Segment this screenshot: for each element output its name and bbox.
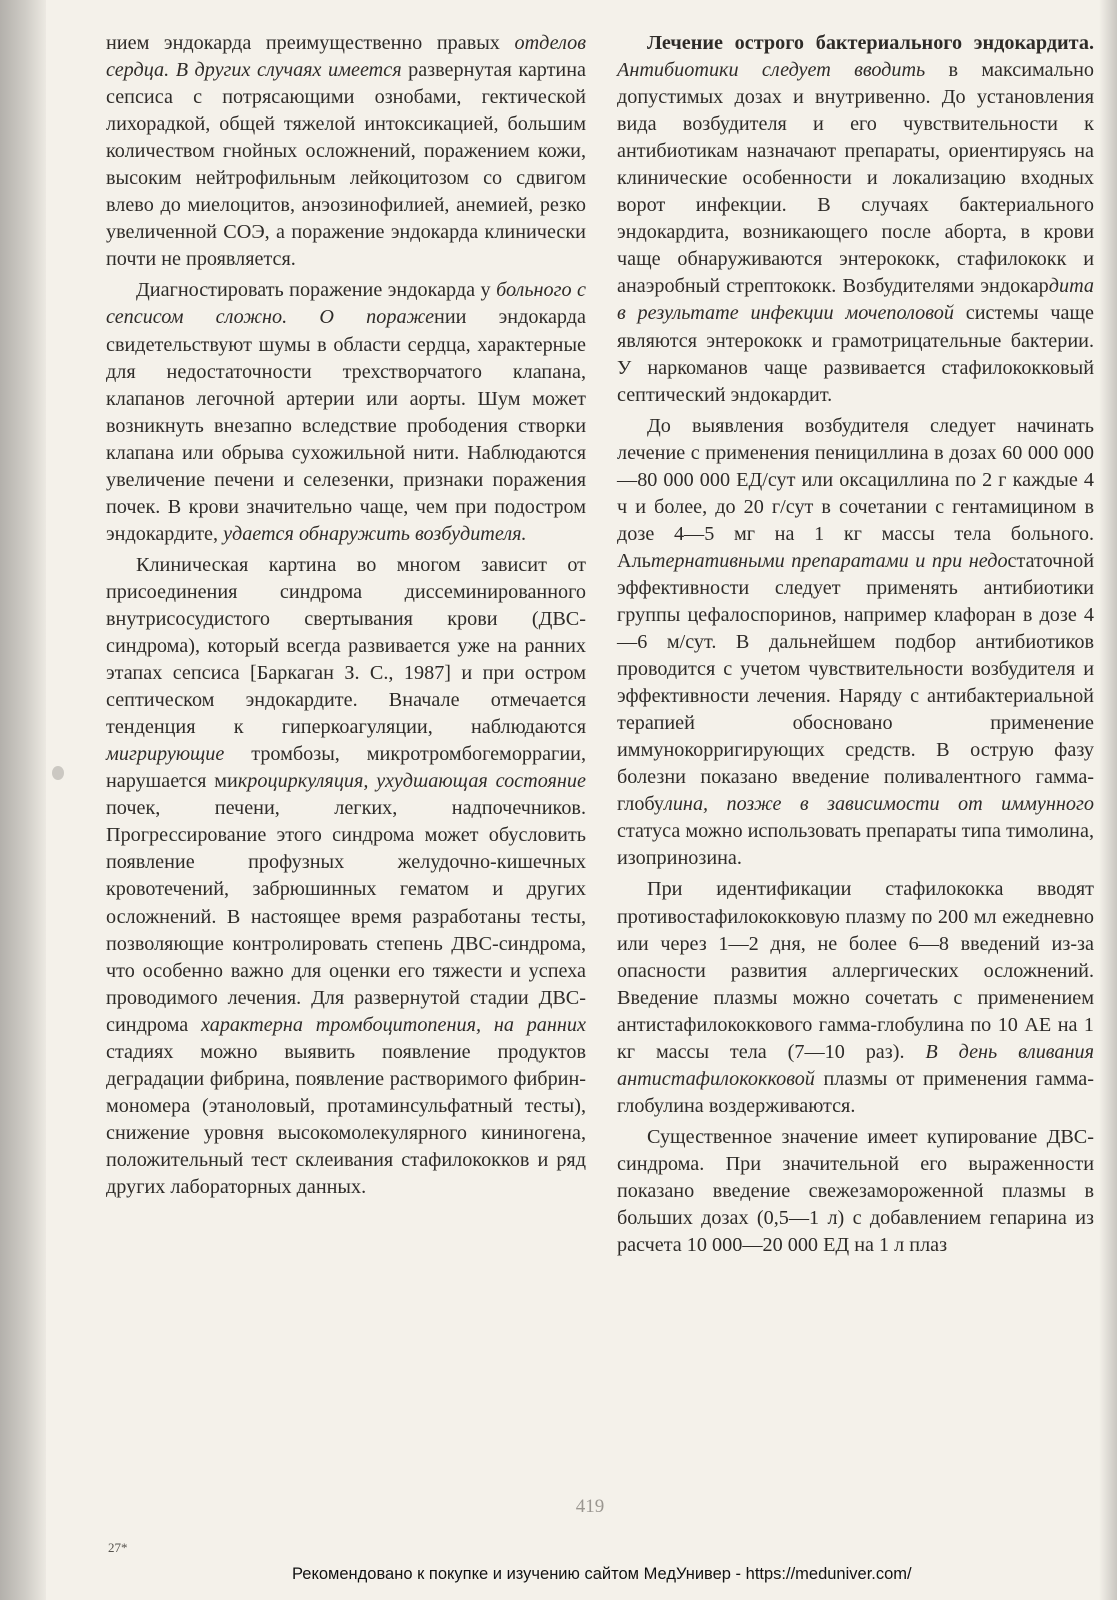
left-paragraph-2: Диагностировать поражение эндокарда у больного с сепсисом сложно. О поражении эндокарда свидетельствуют шумы в области сердца, характерные для недостаточности трехстворчатого клапана, клапанов легочной артерии или аорты. Шум может возникнуть внезапно вследствие прободения створки клапана или обрыва сухожильной нити. Наблюдаются увеличение печени и селезенки, признаки поражения почек. В крови значительно чаще, чем при подостром эндокардите, удается обнаружить возбудителя. xyxy=(106,279,586,545)
left-text-column xyxy=(106,30,586,1201)
page-edge-shadow xyxy=(1099,0,1117,1600)
page-number: 419 xyxy=(575,1496,605,1517)
right-paragraph-1: Лечение острого бактериального эндокардита. Антибиотики следует вводить в максимально допустимых дозах и внутривенно. До установления вида возбудителя и его чувствительности к антибиотикам назначают препараты, ориентируясь на клинические особенности и локализацию входных ворот инфекции. В случаях бактериального эндокардита, возникающего после аборта, в крови чаще обнаруживаются энтерококк, стафилококк и анаэробный стрептококк. Возбудителями эндокардита в результате инфекции мочеполовой системы чаще являются энтерококк и грамотрицательные бактерии. У наркоманов чаще развивается стафилококковый септический эндокардит. xyxy=(617,32,1094,406)
right-text-column xyxy=(617,30,1094,1259)
site-watermark: Рекомендовано к покупке и изучению сайтом МедУнивер - https://meduniver.com/ xyxy=(292,1565,912,1583)
page-binding-shadow xyxy=(0,0,46,1600)
right-paragraph-3: При идентификации стафилококка вводят противостафилококковую плазму по 200 мл ежедневно или через 1—2 дня, не более 6—8 введений из-за опасности развития аллергических осложнений. Введение плазмы можно сочетать с применением антистафилококкового гамма-глобулина по 10 АЕ на 1 кг массы тела (7—10 раз). В день вливания антистафилококковой плазмы от применения гамма-глобулина воздерживаются. xyxy=(617,878,1094,1117)
section-heading: Лечение острого бактериального эндокардита. xyxy=(647,32,1094,54)
right-paragraph-4: Существенное значение имеет купирование ДВС-синдрома. При значительной его выраженности показано введение свежезамороженной плазмы в больших дозах (0,5—1 л) с добавлением гепарина из расчета 10 000—20 000 ЕД на 1 л плаз xyxy=(617,1125,1094,1257)
right-paragraph-2: До выявления возбудителя следует начинать лечение с применения пенициллина в дозах 60 000 000—80 000 000 ЕД/сут или оксациллина по 2 г каждые 4 ч и более, до 20 г/сут в сочетании с гентамицином в дозе 4—5 мг на 1 кг массы тела больного. Альтернативными препаратами и при недостаточной эффективности следует применять антибиотики группы цефалоспоринов, например клафоран в дозе 4—6 м/сут. В дальнейшем подбор антибиотиков проводится с учетом чувствительности возбудителя и эффективности лечения. Наряду с антибактериальной терапией обосновано применение иммунокорригирующих средств. В острую фазу болезни показано введение поливалентного гамма-глобулина, позже в зависимости от иммунного статуса можно использовать препараты типа тимолина, изопринозина. xyxy=(617,414,1094,870)
left-paragraph-1: нием эндокарда преимущественно правых отделов сердца. В других случаях имеется развернутая картина сепсиса с потрясающими ознобами, гектической лихорадкой, общей тяжелой интоксикацией, большим количеством гнойных осложнений, поражением кожи, высоким нейтрофильным лейкоцитозом со сдвигом влево до миелоцитов, анэозинофилией, анемией, резко увеличенной СОЭ, а поражение эндокарда клинически почти не проявляется. xyxy=(106,32,586,271)
scan-smudge xyxy=(52,766,64,780)
left-paragraph-3: Клиническая картина во многом зависит от присоединения синдрома диссеминированного внутрисосудистого свертывания крови (ДВС-синдрома), который всегда развивается уже на ранних этапах сепсиса [Баркаган З. С., 1987] и при остром септическом эндокардите. Вначале отмечается тенденция к гиперкоагуляции, наблюдаются мигрирующие тромбозы, микротромбогеморрагии, нарушается микроциркуляция, ухудшающая состояние почек, печени, легких, надпочечников. Прогрессирование этого синдрома может обусловить появление профузных желудочно-кишечных кровотечений, забрюшинных гематом и других осложнений. В настоящее время разработаны тесты, позволяющие контролировать степень ДВС-синдрома, что особенно важно для оценки его тяжести и успеха проводимого лечения. Для развернутой стадии ДВС-синдрома характерна тромбоцитопения, на ранних стадиях можно выявить появление продуктов деградации фибрина, появление растворимого фибрин-мономера (этаноловый, протаминсульфатный тесты), снижение уровня высокомолекулярного кининогена, положительный тест склеивания стафилококков и ряд других лабораторных данных. xyxy=(106,553,586,1198)
printer-signature: 27* xyxy=(108,1540,128,1555)
